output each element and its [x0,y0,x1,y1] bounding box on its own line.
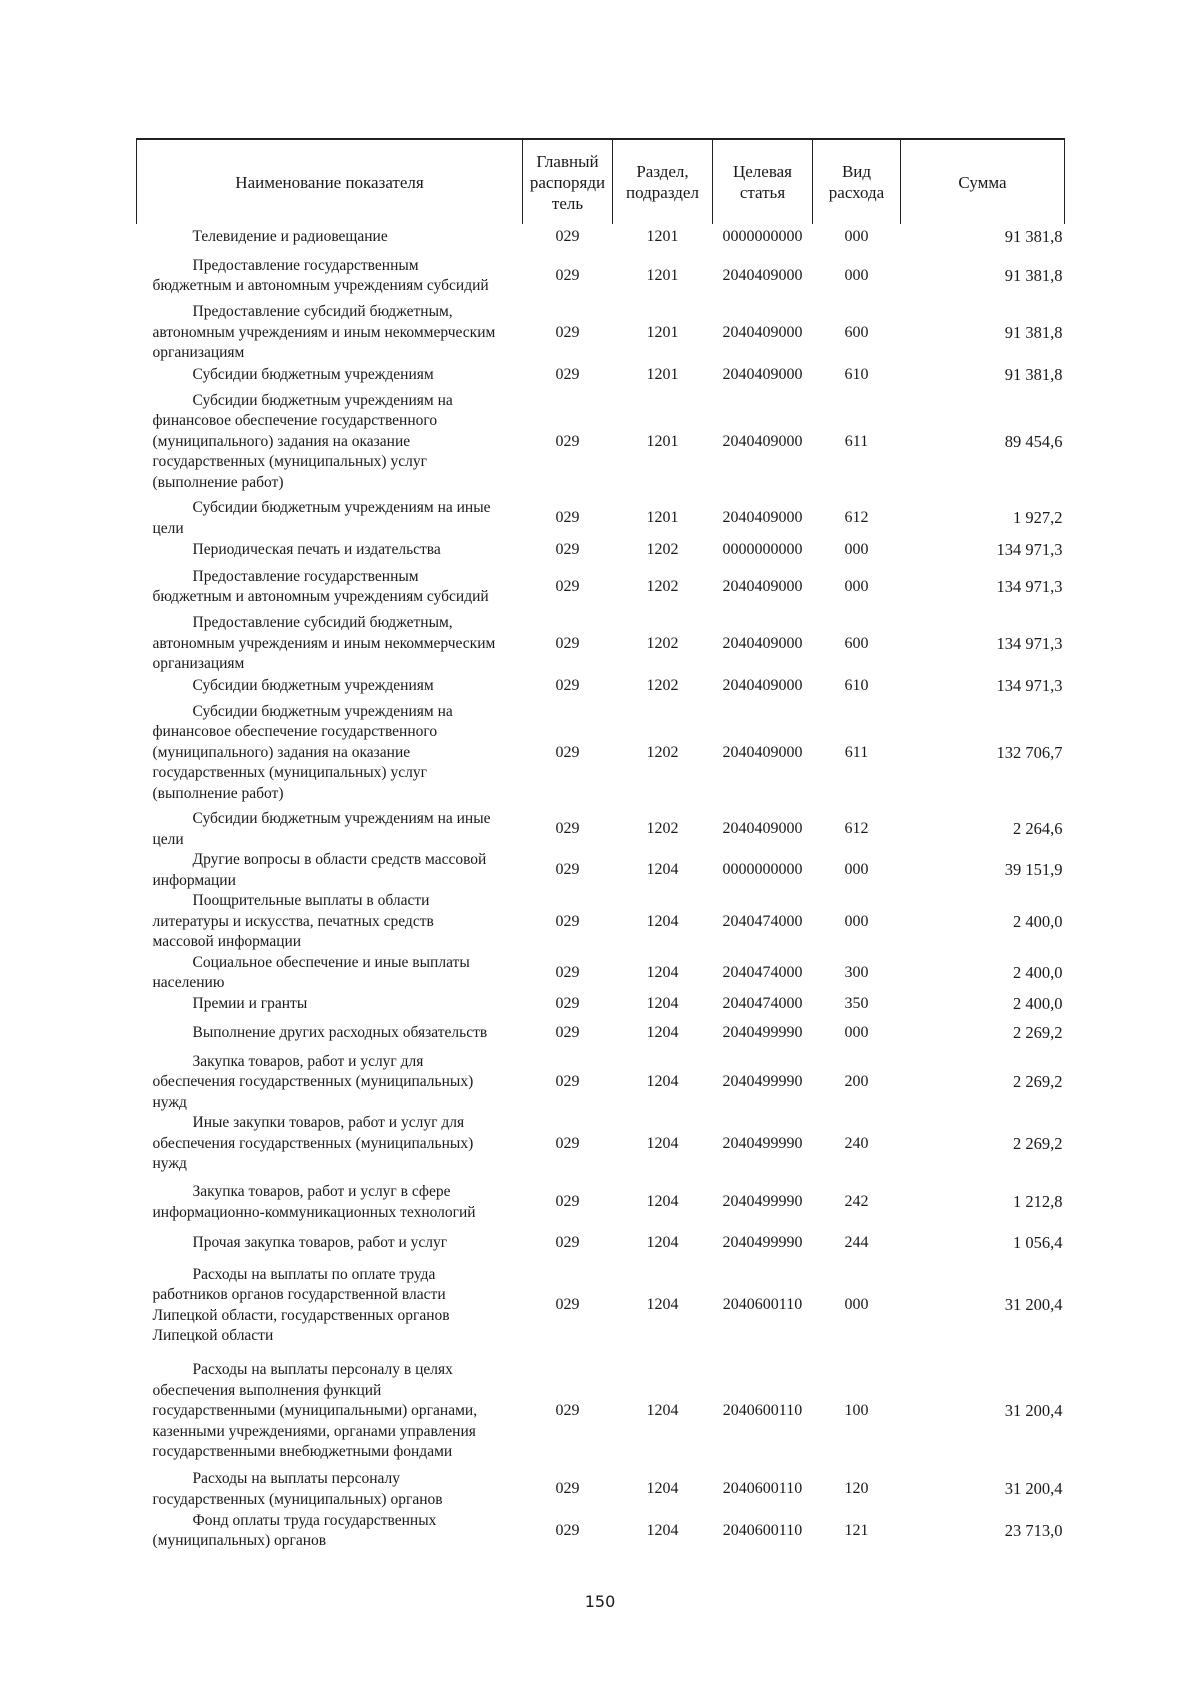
row-sum: 2 400,0 [1013,962,1063,982]
row-expense-type: 000 [844,1024,869,1042]
row-sum: 2 269,2 [1013,1133,1063,1153]
row-main-manager: 029 [555,227,580,245]
row-expense-type: 600 [844,634,869,652]
row-target-article: 2040600110 [722,1480,803,1498]
row-target-article: 0000000000 [722,861,803,879]
row-main-manager: 029 [555,1234,580,1252]
table-row [137,850,1065,891]
row-name-text: Другие вопросы в области средств массовой информации [152,851,487,889]
header-sum: Сумма [901,139,1065,224]
row-expense-type: 000 [844,912,869,930]
row-name-text: Телевидение и радиовещание [192,227,388,245]
row-name [137,1016,523,1052]
row-target-article: 2040474000 [722,995,803,1013]
row-main-manager: 029 [555,577,580,595]
row-section: 1204 [646,1480,679,1498]
row-name [137,994,523,1016]
row-sum: 31 200,4 [1004,1295,1063,1315]
row-name-text: Социальное обеспечение и иные выплаты населению [152,953,470,991]
row-sum: 91 381,8 [1004,322,1063,342]
row-name [137,809,523,850]
row-sum: 134 971,3 [996,539,1063,559]
row-name [137,302,523,364]
row-section: 1204 [646,963,679,981]
row-section: 1202 [646,743,679,761]
row-main-manager: 029 [555,820,580,838]
table-row [137,994,1065,1016]
row-target-article: 2040499990 [722,1193,803,1211]
row-section: 1204 [646,1073,679,1090]
row-section: 1204 [646,1296,679,1314]
row-name-text: Предоставление государственным бюджетным и автономным учреждениям субсидий [152,567,489,605]
row-main-manager: 029 [555,634,580,652]
budget-table [136,138,1065,1552]
row-expense-type: 244 [844,1234,869,1252]
row-sum: 1 212,8 [1013,1192,1063,1212]
row-name [137,250,523,302]
row-expense-type: 000 [844,1296,869,1314]
row-main-manager: 029 [555,1024,580,1042]
header-target-article: Целевая статья [713,139,813,224]
row-expense-type: 120 [844,1480,869,1498]
row-expense-type: 000 [844,861,869,879]
row-sum: 1 056,4 [1013,1233,1063,1253]
table-row [137,953,1065,994]
row-section: 1201 [646,432,679,450]
row-section: 1202 [646,634,679,652]
row-sum: 2 264,6 [1013,819,1063,839]
table-row [137,1231,1065,1257]
row-name [137,850,523,891]
table-row [137,809,1065,850]
row-target-article: 2040474000 [722,912,803,930]
row-name [137,1511,523,1552]
row-sum: 134 971,3 [996,576,1063,596]
table-row [137,613,1065,675]
row-main-manager: 029 [555,676,580,694]
table-body [137,224,1065,1552]
table-row [137,1175,1065,1231]
row-sum: 91 381,8 [1004,265,1063,285]
row-target-article: 2040409000 [722,634,803,652]
row-main-manager: 029 [555,861,580,879]
row-main-manager: 029 [555,1296,580,1314]
row-name-text: Расходы на выплаты по оплате труда работников органов государственной власти Липецкой области, государственных органов Липецкой области [152,1265,450,1344]
row-name-text: Иные закупки товаров, работ и услуг для обеспечения государственных (муниципальных) нужд [152,1114,474,1172]
row-sum: 31 200,4 [1004,1479,1063,1499]
row-target-article: 2040499990 [722,1024,803,1042]
row-main-manager: 029 [555,540,580,558]
row-section: 1204 [646,1234,679,1252]
row-target-article: 2040499990 [722,1073,803,1090]
row-section: 1201 [646,227,679,245]
row-name-text: Прочая закупка товаров, работ и услуг [192,1234,448,1252]
row-sum: 134 971,3 [996,633,1063,653]
row-sum: 134 971,3 [996,675,1063,695]
row-target-article: 0000000000 [722,540,803,558]
row-name [137,1355,523,1469]
row-expense-type: 611 [844,743,869,761]
row-name-text: Закупка товаров, работ и услуг в сфере информационно-коммуникационных технологий [152,1183,476,1221]
row-target-article: 2040499990 [722,1234,803,1252]
row-expense-type: 610 [844,676,869,694]
row-target-article: 2040474000 [722,963,803,981]
row-expense-type: 350 [844,995,869,1013]
table-row [137,1052,1065,1114]
row-expense-type: 611 [844,432,869,450]
row-section: 1202 [646,820,679,838]
row-main-manager: 029 [555,995,580,1013]
row-target-article: 2040409000 [722,323,803,341]
row-main-manager: 029 [555,1073,580,1090]
table-row [137,1016,1065,1052]
row-name-text: Расходы на выплаты персоналу в целях обеспечения выполнения функций государственными (муниципальными) органами, казенными учреждениями, органами управления государственными внебюджетными фондами [152,1361,478,1461]
row-main-manager: 029 [555,963,580,981]
row-expense-type: 200 [844,1073,869,1090]
table-row [137,697,1065,809]
row-main-manager: 029 [555,1134,580,1152]
row-target-article: 2040409000 [722,266,803,284]
table-row [137,302,1065,364]
row-name-text: Поощрительные выплаты в области литературы и искусства, печатных средств массовой информации [152,892,434,950]
row-main-manager: 029 [555,1402,580,1420]
row-sum: 89 454,6 [1004,431,1063,451]
row-name [137,1257,523,1355]
row-sum: 91 381,8 [1004,364,1063,384]
row-name-text: Субсидии бюджетным учреждениям на иные цели [152,499,491,537]
row-section: 1204 [646,1402,679,1420]
row-sum: 2 400,0 [1013,911,1063,931]
row-expense-type: 100 [844,1402,869,1420]
table-row [137,1511,1065,1552]
page-number: 150 [584,1592,616,1611]
row-main-manager: 029 [555,432,580,450]
row-sum: 31 200,4 [1004,1401,1063,1421]
row-name-text: Субсидии бюджетным учреждениям [192,676,434,694]
row-name-text: Периодическая печать и издательства [192,540,441,558]
row-target-article: 2040409000 [722,743,803,761]
row-expense-type: 600 [844,323,869,341]
row-section: 1201 [646,323,679,341]
row-section: 1204 [646,1024,679,1042]
row-name-text: Фонд оплаты труда государственных (муниципальных) органов [152,1511,437,1549]
row-name-text: Расходы на выплаты персоналу государственных (муниципальных) органов [152,1470,443,1508]
row-expense-type: 000 [844,577,869,595]
row-target-article: 2040499990 [722,1134,803,1152]
row-expense-type: 242 [844,1193,869,1211]
row-sum: 39 151,9 [1004,860,1063,880]
row-name [137,561,523,613]
row-sum: 2 400,0 [1013,994,1063,1014]
row-sum: 132 706,7 [996,742,1063,762]
row-name [137,1175,523,1231]
row-name-text: Субсидии бюджетным учреждениям на финансовое обеспечение государственного (муниципального) задания на оказание государственных (муниципальных) услуг (выполнение работ) [152,702,453,802]
row-main-manager: 029 [555,1521,580,1539]
row-section: 1204 [646,1134,679,1152]
row-section: 1204 [646,1193,679,1211]
table-row [137,250,1065,302]
row-name [137,697,523,809]
row-target-article: 2040600110 [722,1402,803,1420]
row-name-text: Предоставление субсидий бюджетным, автономным учреждениям и иным некоммерческим организациям [152,303,496,362]
row-sum: 2 269,2 [1013,1023,1063,1043]
row-main-manager: 029 [555,365,580,383]
row-section: 1201 [646,266,679,284]
row-section: 1204 [646,995,679,1013]
row-name [137,539,523,561]
row-target-article: 2040409000 [722,820,803,838]
row-expense-type: 000 [844,227,869,245]
budget-table-container [136,138,1064,1552]
row-expense-type: 121 [844,1521,869,1539]
row-name [137,498,523,539]
row-name [137,1113,523,1175]
table-row [137,224,1065,250]
header-name: Наименование показателя [137,139,523,224]
row-name-text: Субсидии бюджетным учреждениям на иные цели [152,810,491,848]
row-name [137,675,523,697]
row-main-manager: 029 [555,912,580,930]
row-section: 1202 [646,676,679,694]
row-name [137,1469,523,1511]
table-row [137,561,1065,613]
table-row [137,675,1065,697]
row-target-article: 2040409000 [722,432,803,450]
row-name-text: Предоставление государственным бюджетным и автономным учреждениям субсидий [152,256,489,294]
table-row [137,1469,1065,1511]
row-name-text: Выполнение других расходных обязательств [192,1024,488,1042]
table-row [137,1257,1065,1355]
row-target-article: 2040600110 [722,1521,803,1539]
row-name-text: Премии и гранты [192,995,308,1013]
table-row [137,1113,1065,1175]
row-name [137,891,523,953]
row-target-article: 2040409000 [722,509,803,527]
table-row [137,364,1065,386]
row-target-article: 2040600110 [722,1296,803,1314]
row-expense-type: 000 [844,540,869,558]
row-sum: 2 269,2 [1013,1072,1063,1091]
table-row [137,498,1065,539]
row-main-manager: 029 [555,1193,580,1211]
row-expense-type: 612 [844,509,869,527]
table-row [137,539,1065,561]
table-row [137,386,1065,498]
row-expense-type: 300 [844,963,869,981]
row-target-article: 2040409000 [722,365,803,383]
row-name [137,953,523,994]
row-name-text: Субсидии бюджетным учреждениям [192,365,434,383]
row-expense-type: 240 [844,1134,869,1152]
row-main-manager: 029 [555,1480,580,1498]
row-name-text: Субсидии бюджетным учреждениям на финансовое обеспечение государственного (муниципального) задания на оказание государственных (муниципальных) услуг (выполнение работ) [152,391,453,491]
row-section: 1204 [646,861,679,879]
row-section: 1201 [646,365,679,383]
row-name-text: Предоставление субсидий бюджетным, автономным учреждениям и иным некоммерческим организациям [152,614,496,673]
row-expense-type: 612 [844,820,869,838]
row-section: 1204 [646,912,679,930]
row-target-article: 0000000000 [722,227,803,245]
row-name [137,224,523,250]
row-section: 1201 [646,509,679,527]
row-target-article: 2040409000 [722,577,803,595]
row-name [137,1231,523,1257]
row-main-manager: 029 [555,323,580,341]
row-name [137,1052,523,1114]
row-name [137,613,523,675]
row-name [137,386,523,498]
row-section: 1204 [646,1521,679,1539]
header-section: Раздел, подраздел [613,139,713,224]
header-expense-type: Вид расхода [813,139,901,224]
table-row [137,1355,1065,1469]
row-section: 1202 [646,577,679,595]
table-header-row [137,139,1065,224]
row-sum: 91 381,8 [1004,226,1063,246]
row-sum: 1 927,2 [1013,508,1063,528]
row-main-manager: 029 [555,743,580,761]
table-row [137,891,1065,953]
header-main-manager: Главный распоряди тель [523,139,613,224]
row-main-manager: 029 [555,509,580,527]
row-expense-type: 610 [844,365,869,383]
row-name [137,364,523,386]
row-sum: 23 713,0 [1004,1520,1063,1540]
row-target-article: 2040409000 [722,676,803,694]
row-name-text: Закупка товаров, работ и услуг для обеспечения государственных (муниципальных) нужд [152,1052,474,1111]
row-expense-type: 000 [844,266,869,284]
row-main-manager: 029 [555,266,580,284]
row-section: 1202 [646,540,679,558]
